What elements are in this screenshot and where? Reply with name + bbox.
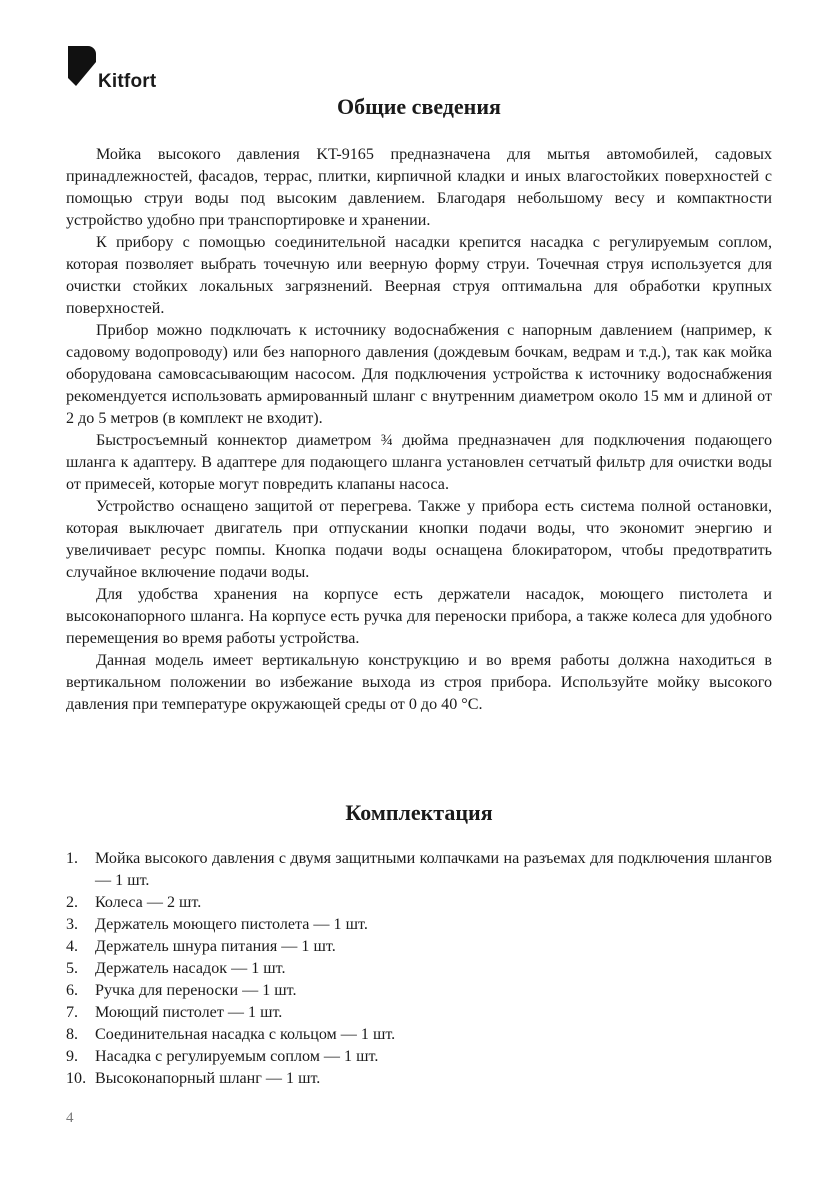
list-item-text: Моющий пистолет — 1 шт.	[95, 1004, 283, 1021]
paragraph: Быстросъемный коннектор диаметром ¾ дюйма предназначен для подключения подающего шланга к адаптеру. В адаптере для подающего шланга установлен сетчатый фильтр для очистки воды от примесей, которые могут повредить клапаны насоса.	[66, 432, 772, 493]
list-item-text: Высоконапорный шланг — 1 шт.	[95, 1070, 321, 1087]
paragraph: Данная модель имеет вертикальную конструкцию и во время работы должна находиться в вертикальном положении во избежание выхода из строя прибора. Используйте мойку высокого давления при температуре окружающей среды от 0 до 40 °С.	[66, 652, 772, 713]
paragraph: К прибору с помощью соединительной насадки крепится насадка с регулируемым соплом, которая позволяет выбрать точечную или веерную форму струи. Точечная струя используется для очистки стойких локальных загрязнений. Веерная струя оптимальна для обработки крупных поверхностей.	[66, 234, 772, 317]
section-title-package: Комплектация	[345, 800, 493, 825]
section-title-general: Общие сведения	[337, 94, 501, 119]
general-info-text	[66, 144, 772, 716]
list-item	[66, 848, 772, 892]
list-item	[66, 1024, 772, 1046]
list-item	[66, 936, 772, 958]
list-item	[66, 914, 772, 936]
list-item	[66, 1046, 772, 1068]
paragraph: Прибор можно подключать к источнику водоснабжения с напорным давлением (например, к садовому водопроводу) или без напорного давления (дождевым бочкам, ведрам и т.д.), так как мойка оборудована самовсасывающим насосом. Для подключения устройства к источнику водоснабжения рекомендуется использовать армированный шланг с внутренним диаметром около 15 мм и длиной от 2 до 5 метров (в комплект не входит).	[66, 322, 772, 427]
list-item-number: 3.	[66, 916, 79, 933]
list-item-text: Ручка для переноски — 1 шт.	[95, 982, 297, 999]
kitfort-logo	[66, 46, 176, 94]
list-item-text: Держатель насадок — 1 шт.	[95, 960, 286, 977]
list-item-text: Насадка с регулируемым соплом — 1 шт.	[95, 1048, 379, 1065]
list-item	[66, 958, 772, 980]
list-item	[66, 1002, 772, 1024]
list-item-text: Держатель моющего пистолета — 1 шт.	[95, 916, 368, 933]
paragraph: Устройство оснащено защитой от перегрева. Также у прибора есть система полной остановки, которая выключает двигатель при отпускании кнопки подачи воды, что экономит энергию и увеличивает ресурс помпы. Кнопка подачи воды оснащена блокиратором, чтобы предотвратить случайное включение подачи воды.	[66, 498, 772, 581]
list-item-text: Мойка высокого давления с двумя защитными колпачками на разъемах для подключения шлангов — 1 шт.	[95, 850, 772, 889]
list-item-number: 8.	[66, 1026, 79, 1043]
list-item-number: 10.	[66, 1070, 87, 1087]
package-contents-list	[66, 848, 772, 1090]
list-item-number: 6.	[66, 982, 79, 999]
list-item-number: 5.	[66, 960, 79, 977]
page-number: 4	[66, 1110, 74, 1126]
list-item-text: Держатель шнура питания — 1 шт.	[95, 938, 336, 955]
list-item-number: 7.	[66, 1004, 79, 1021]
list-item-text: Колеса — 2 шт.	[95, 894, 202, 911]
list-item	[66, 1068, 772, 1090]
list-item-number: 2.	[66, 894, 79, 911]
paragraph: Мойка высокого давления KT-9165 предназначена для мытья автомобилей, садовых принадлежностей, фасадов, террас, плитки, кирпичной кладки и иных влагостойких поверхностей с помощью струи воды под высоким давлением. Благодаря небольшому весу и компактности устройство удобно при транспортировке и хранении.	[66, 146, 772, 229]
list-item	[66, 980, 772, 1002]
list-item-number: 1.	[66, 850, 79, 867]
list-item-text: Соединительная насадка с кольцом — 1 шт.	[95, 1026, 396, 1043]
logo-wordmark: Kitfort	[98, 71, 157, 92]
list-item	[66, 892, 772, 914]
list-item-number: 9.	[66, 1048, 79, 1065]
paragraph: Для удобства хранения на корпусе есть держатели насадок, моющего пистолета и высоконапорного шланга. На корпусе есть ручка для переноски прибора, а также колеса для удобного перемещения во время работы устройства.	[66, 586, 772, 647]
kitfort-logo-icon	[66, 46, 96, 92]
list-item-number: 4.	[66, 938, 79, 955]
